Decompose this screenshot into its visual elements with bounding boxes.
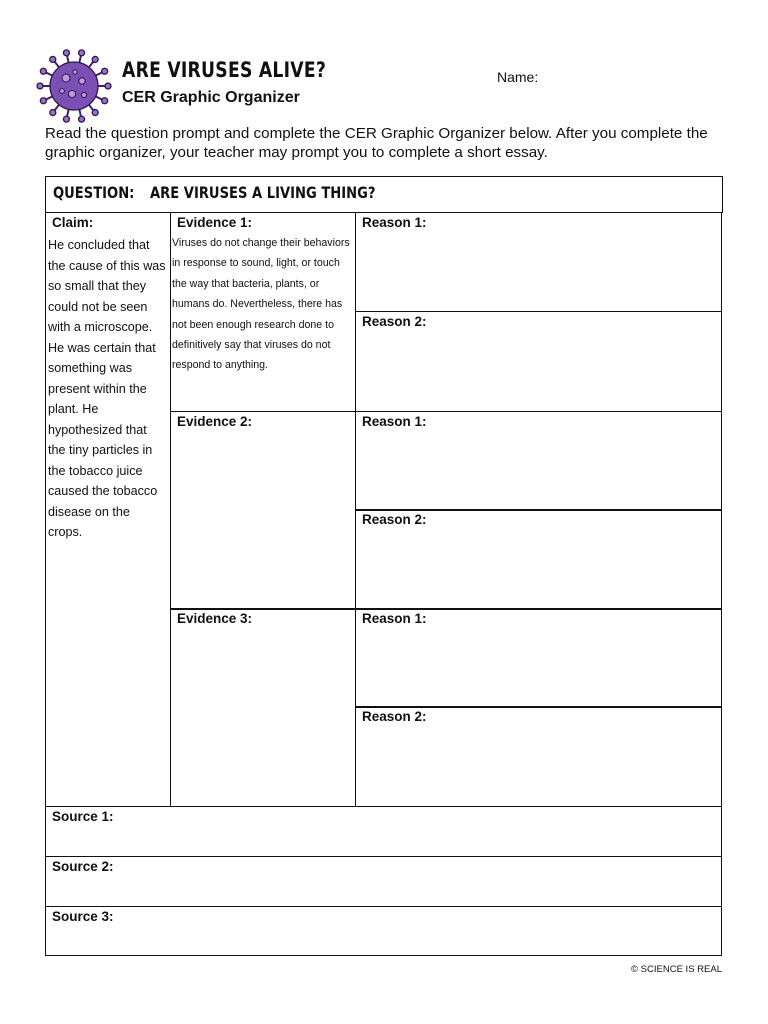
evidence-2-cell[interactable] [170,411,356,610]
question-label: QUESTION: [53,183,135,202]
evidence-1-cell[interactable] [170,212,356,412]
source-3-cell[interactable] [45,906,722,956]
evidence-2-reason-2-cell[interactable] [355,509,722,610]
evidence-1-reason-1-cell[interactable] [355,212,722,312]
source-3-label: Source 3: [52,909,114,924]
evidence-1-label: Evidence 1: [177,215,253,230]
source-1-label: Source 1: [52,809,114,824]
question-text: ARE VIRUSES A LIVING THING? [150,183,376,202]
claim-label: Claim: [52,215,94,230]
virus-icon [36,48,112,124]
copyright-text: © SCIENCE IS REAL [631,964,722,975]
worksheet-subtitle: CER Graphic Organizer [122,89,300,106]
evidence-2-label: Evidence 2: [177,414,253,429]
claim-text: He concluded that the cause of this was so small that they could not be seen with a microscope. He was certain that something was present within the plant. He hypothesized that the tiny particles in the tobacco juice caused the tobacco disease on the crops. [48,238,166,539]
evidence-3-reason-2-cell[interactable] [355,706,722,807]
evidence-3-cell[interactable] [170,608,356,807]
claim-cell[interactable] [45,212,171,807]
question-row [45,176,723,213]
evidence-3-reason-1-cell[interactable] [355,608,722,708]
evidence-3-reason-2-label: Reason 2: [362,709,427,724]
evidence-1-text: Viruses do not change their behaviors in response to sound, light, or touch the way that bacteria, plants, or humans do. Nevertheless, there has not been enough research done to definitively say that viruses do not respond to anything. [172,237,350,372]
evidence-2-reason-1-label: Reason 1: [362,414,427,429]
source-2-cell[interactable] [45,856,722,907]
evidence-3-reason-1-label: Reason 1: [362,611,427,626]
worksheet-title: ARE VIRUSES ALIVE? [122,58,327,82]
instructions-text: Read the question prompt and complete the CER Graphic Organizer below. After you complete the graphic organizer, your teacher may prompt you to complete a short essay. [45,125,708,161]
source-1-cell[interactable] [45,806,722,857]
evidence-1-reason-2-label: Reason 2: [362,314,427,329]
evidence-2-reason-2-label: Reason 2: [362,512,427,527]
name-field-label: Name: [497,69,539,85]
source-2-label: Source 2: [52,859,114,874]
evidence-1-reason-1-label: Reason 1: [362,215,427,230]
evidence-1-reason-2-cell[interactable] [355,311,722,412]
evidence-3-label: Evidence 3: [177,611,253,626]
evidence-2-reason-1-cell[interactable] [355,411,722,511]
